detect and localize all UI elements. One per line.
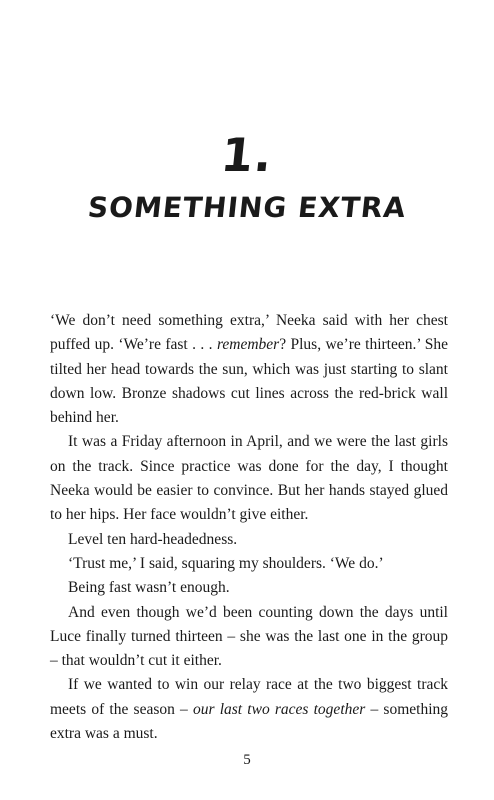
paragraph xyxy=(50,673,448,746)
paragraph xyxy=(50,309,448,430)
text-run: ‘Trust me,’ I said, squaring my shoulders. ‘We do.’ xyxy=(68,554,384,572)
text-run: ? Plus, we’re thirteen.’ She tilted her head towards the sun, which was just starting to slant down low. Bronze shadows cut lines across the red-brick wall behind her. xyxy=(50,336,449,427)
text-run-italic: our last two races together xyxy=(193,700,366,718)
chapter-number: 1. xyxy=(218,128,276,182)
paragraph xyxy=(50,430,448,527)
paragraph xyxy=(50,576,448,600)
text-run-italic: remember xyxy=(216,336,280,354)
text-run: If we wanted to win our relay race at the two biggest track meets of the season – xyxy=(50,676,448,718)
chapter-title: SOMETHING EXTRA xyxy=(86,191,408,224)
text-run: Being fast wasn’t enough. xyxy=(68,579,230,597)
page-number: 5 xyxy=(243,752,251,768)
paragraph xyxy=(50,552,448,576)
text-run: Level ten hard-headedness. xyxy=(68,530,238,548)
text-run: – something extra was a must. xyxy=(50,700,448,743)
text-run: ‘We don’t need something extra,’ Neeka said with her chest puffed up. ‘We’re fast . . . xyxy=(50,312,448,354)
body-text xyxy=(50,309,448,746)
text-run: And even though we’d been counting down the days until Luce finally turned thirteen – she was the last one in the group – that wouldn’t cut it either. xyxy=(50,603,448,670)
text-run: It was a Friday afternoon in April, and we were the last girls on the track. Since practice was done for the day, I thought Neeka would be easier to convince. But her hands stayed glued to her hips. Her face wouldn’t give either. xyxy=(50,433,448,524)
paragraph xyxy=(50,528,448,552)
paragraph xyxy=(50,601,448,674)
